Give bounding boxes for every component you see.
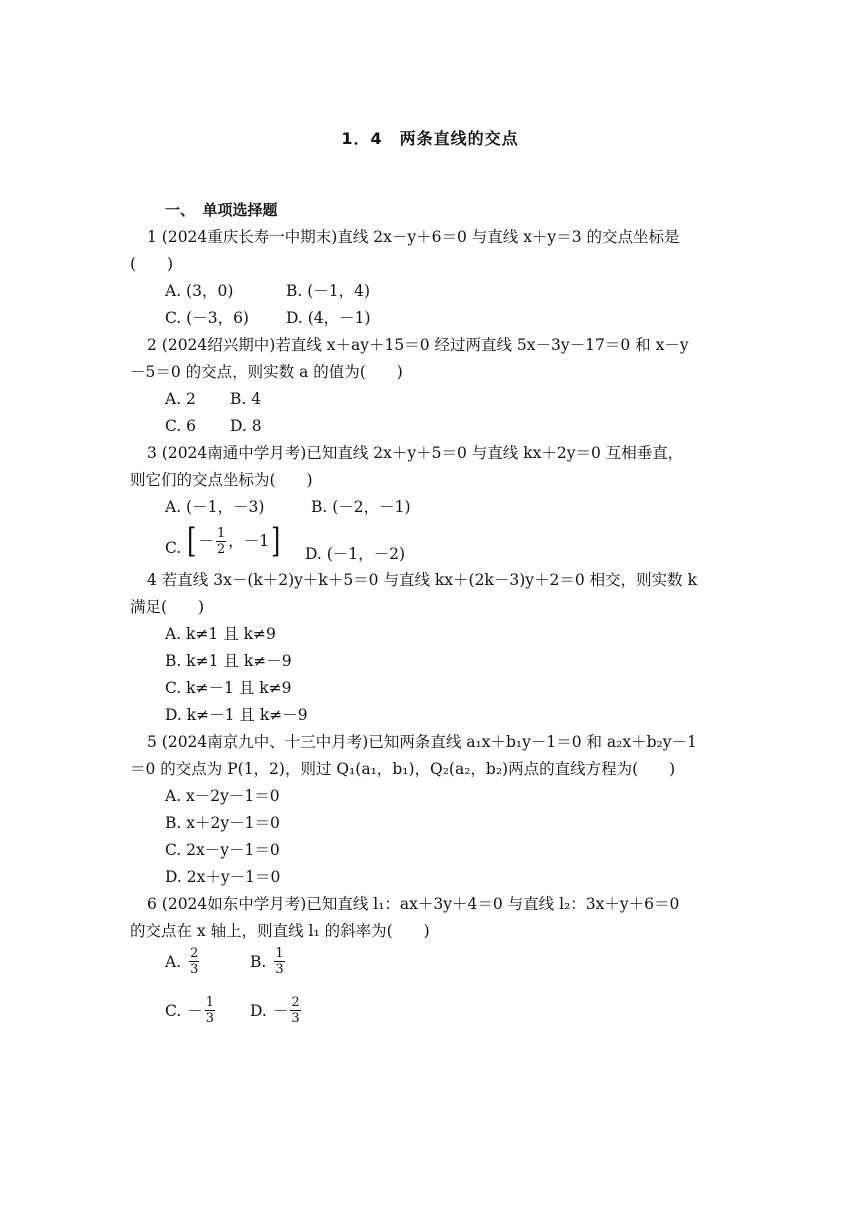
question-5-option-a: A. x－2y－1＝0 xyxy=(165,787,280,805)
question-3-option-a: A. (－1，－3) xyxy=(165,498,265,516)
question-2-stem: 2 (2024绍兴期中)若直线 x＋ay＋15＝0 经过两直线 5x－3y－17＝0 和 x－y xyxy=(147,336,689,354)
fraction xyxy=(290,995,300,1026)
right-bracket: ] xyxy=(271,521,281,561)
minus-sign: － xyxy=(187,1001,203,1020)
question-6-stem: 6 (2024如东中学月考)已知直线 l₁：ax＋3y＋4＝0 与直线 l₂：3x＋y＋6＝0 xyxy=(147,895,680,913)
question-5-stem-cont: ＝0 的交点为 P(1，2)，则过 Q₁(a₁，b₁)，Q₂(a₂，b₂)两点的直线方程为( ) xyxy=(130,760,676,778)
fraction-numerator: 1 xyxy=(217,525,226,541)
question-2-option-d: D. 8 xyxy=(230,417,262,435)
question-2-stem-cont: －5＝0 的交点，则实数 a 的值为( ) xyxy=(130,363,403,381)
fraction xyxy=(189,946,199,977)
question-2-option-a: A. 2 xyxy=(165,390,196,408)
fraction-numerator: 2 xyxy=(291,995,300,1010)
question-1-option-a: A. (3，0) xyxy=(165,282,234,300)
question-1-option-c: C. (－3，6) xyxy=(165,309,249,327)
fraction-numerator: 2 xyxy=(190,946,199,961)
option-c-label: C. xyxy=(165,1001,182,1020)
minus-sign: － xyxy=(272,1001,289,1020)
left-bracket: [ xyxy=(187,521,197,561)
question-6-option-c xyxy=(165,995,217,1026)
question-1-stem: 1 (2024重庆长寿一中期末)直线 2x－y＋6＝0 与直线 x＋y＝3 的交点坐标是 xyxy=(147,228,680,246)
option-c-rest: ，－1 xyxy=(228,532,270,550)
fraction-numerator: 1 xyxy=(275,946,284,961)
question-4-option-d: D. k≠－1 且 k≠－9 xyxy=(165,706,308,724)
question-4-option-a: A. k≠1 且 k≠9 xyxy=(165,625,276,643)
fraction-denominator: 3 xyxy=(291,1011,300,1026)
fraction-denominator: 2 xyxy=(217,541,226,557)
question-4-option-b: B. k≠1 且 k≠－9 xyxy=(165,652,292,670)
question-3-option-d: D. (－1，－2) xyxy=(305,545,406,563)
minus-sign: － xyxy=(198,532,215,550)
option-c-label: C. xyxy=(165,539,182,557)
option-b-label: B. xyxy=(250,952,267,971)
question-6-option-a xyxy=(165,946,201,977)
question-3-option-b: B. (－2，－1) xyxy=(311,498,411,516)
question-6-stem-cont: 的交点在 x 轴上，则直线 l₁ 的斜率为( ) xyxy=(130,922,430,940)
question-1-option-d: D. (4，－1) xyxy=(286,309,371,327)
section-heading: 一、 单项选择题 xyxy=(165,201,278,219)
question-2-option-b: B. 4 xyxy=(230,390,262,408)
question-1-stem-cont: ( ) xyxy=(130,255,174,273)
fraction xyxy=(274,946,284,977)
question-3-stem: 3 (2024南通中学月考)已知直线 2x＋y＋5＝0 与直线 kx＋2y＝0 互相垂直， xyxy=(147,444,684,462)
option-a-label: A. xyxy=(165,952,182,971)
question-1-option-b: B. (－1，4) xyxy=(286,282,371,300)
question-2-option-c: C. 6 xyxy=(165,417,197,435)
question-3-option-c xyxy=(165,520,282,562)
question-5-stem: 5 (2024南京九中、十三中月考)已知两条直线 a₁x＋b₁y－1＝0 和 a₂x＋b₂y－1 xyxy=(147,733,697,751)
fraction-denominator: 3 xyxy=(205,1011,215,1026)
question-6-option-b xyxy=(250,946,287,977)
question-5-option-d: D. 2x＋y－1＝0 xyxy=(165,868,281,886)
question-4-stem: 4 若直线 3x－(k＋2)y＋k＋5＝0 与直线 kx＋(2k－3)y＋2＝0 相交，则实数 k xyxy=(147,571,697,589)
question-5-option-c: C. 2x－y－1＝0 xyxy=(165,841,280,859)
fraction xyxy=(205,995,215,1026)
question-4-option-c: C. k≠－1 且 k≠9 xyxy=(165,679,292,697)
question-4-stem-cont: 满足( ) xyxy=(130,598,205,616)
question-6-option-d xyxy=(250,995,303,1026)
page-title: 1．4 两条直线的交点 xyxy=(341,129,519,148)
fraction-denominator: 3 xyxy=(275,962,284,977)
question-5-option-b: B. x＋2y－1＝0 xyxy=(165,814,280,832)
fraction-numerator: 1 xyxy=(205,995,215,1010)
fraction xyxy=(216,526,226,557)
option-d-label: D. xyxy=(250,1001,267,1020)
question-3-stem-cont: 则它们的交点坐标为( ) xyxy=(130,471,313,489)
fraction-denominator: 3 xyxy=(190,962,199,977)
